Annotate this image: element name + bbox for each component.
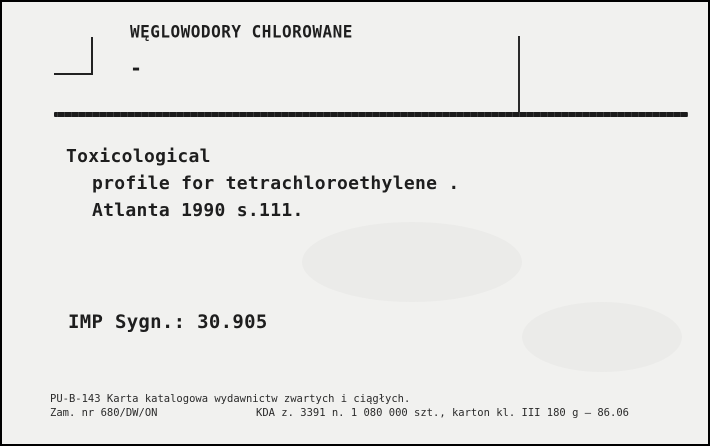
catalog-card (2, 2, 708, 444)
subject-heading: WĘGLOWODORY CHLOROWANE (130, 22, 353, 42)
footer-print-line-1: PU-B-143 Karta katalogowa wydawnictw zwartych i ciągłych. (50, 393, 411, 405)
citation-line-1: Toxicological (66, 146, 211, 167)
corner-bracket-vertical (91, 37, 93, 75)
citation-line-3: Atlanta 1990 s.111. (92, 200, 304, 221)
subheading-dash: - (130, 56, 143, 80)
column-divider (518, 36, 520, 112)
header-rule (54, 112, 688, 117)
call-number: IMP Sygn.: 30.905 (68, 311, 268, 333)
paper-stain (522, 302, 682, 372)
paper-stain (302, 222, 522, 302)
footer-print-order: Zam. nr 680/DW/ON (50, 407, 158, 419)
footer-print-edition: KDA z. 3391 n. 1 080 000 szt., karton kl. III 180 g — 86.06 (256, 407, 629, 419)
corner-bracket-horizontal (54, 73, 93, 75)
citation-line-2: profile for tetrachloroethylene . (92, 173, 460, 194)
